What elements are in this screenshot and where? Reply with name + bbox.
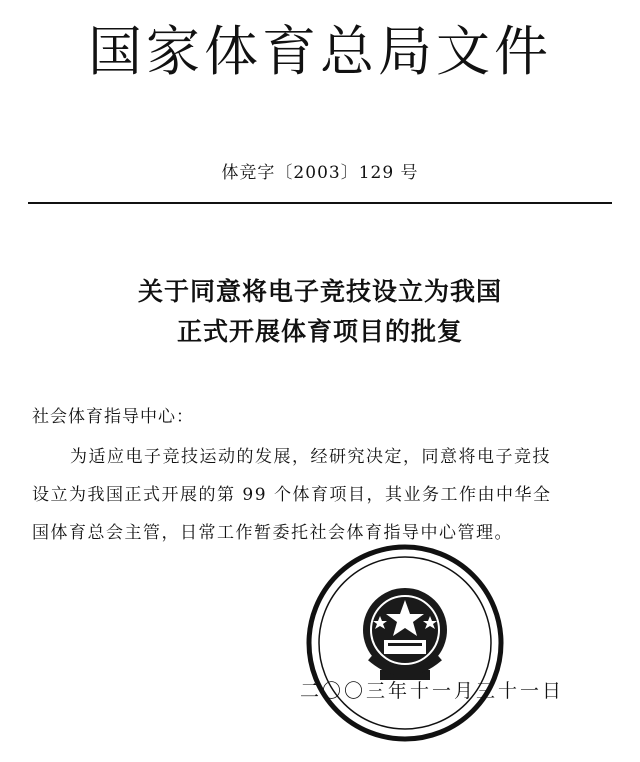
body-text	[32, 438, 612, 552]
document-number: 体竞字〔2003〕129 号	[221, 163, 419, 183]
body-line-1: 为适应电子竞技运动的发展，经研究决定，同意将电子竞技	[70, 447, 551, 467]
title-line-1: 关于同意将电子竞技设立为我国	[137, 277, 502, 306]
title-line-2: 正式开展体育项目的批复	[176, 317, 463, 346]
salutation: 社会体育指导中心：	[32, 407, 194, 427]
document-date: 二〇〇三年十一月三十一日	[300, 680, 565, 702]
official-seal-icon	[300, 538, 510, 748]
body-line-3: 国体育总会主管，日常工作暂委托社会体育指导中心管理。	[32, 523, 513, 543]
document-header: 国家体育总局文件	[88, 20, 552, 83]
document-title	[0, 272, 640, 352]
body-line-2: 设立为我国正式开展的第 99 个体育项目，其业务工作由中华全	[32, 485, 552, 505]
header-divider	[28, 202, 612, 204]
